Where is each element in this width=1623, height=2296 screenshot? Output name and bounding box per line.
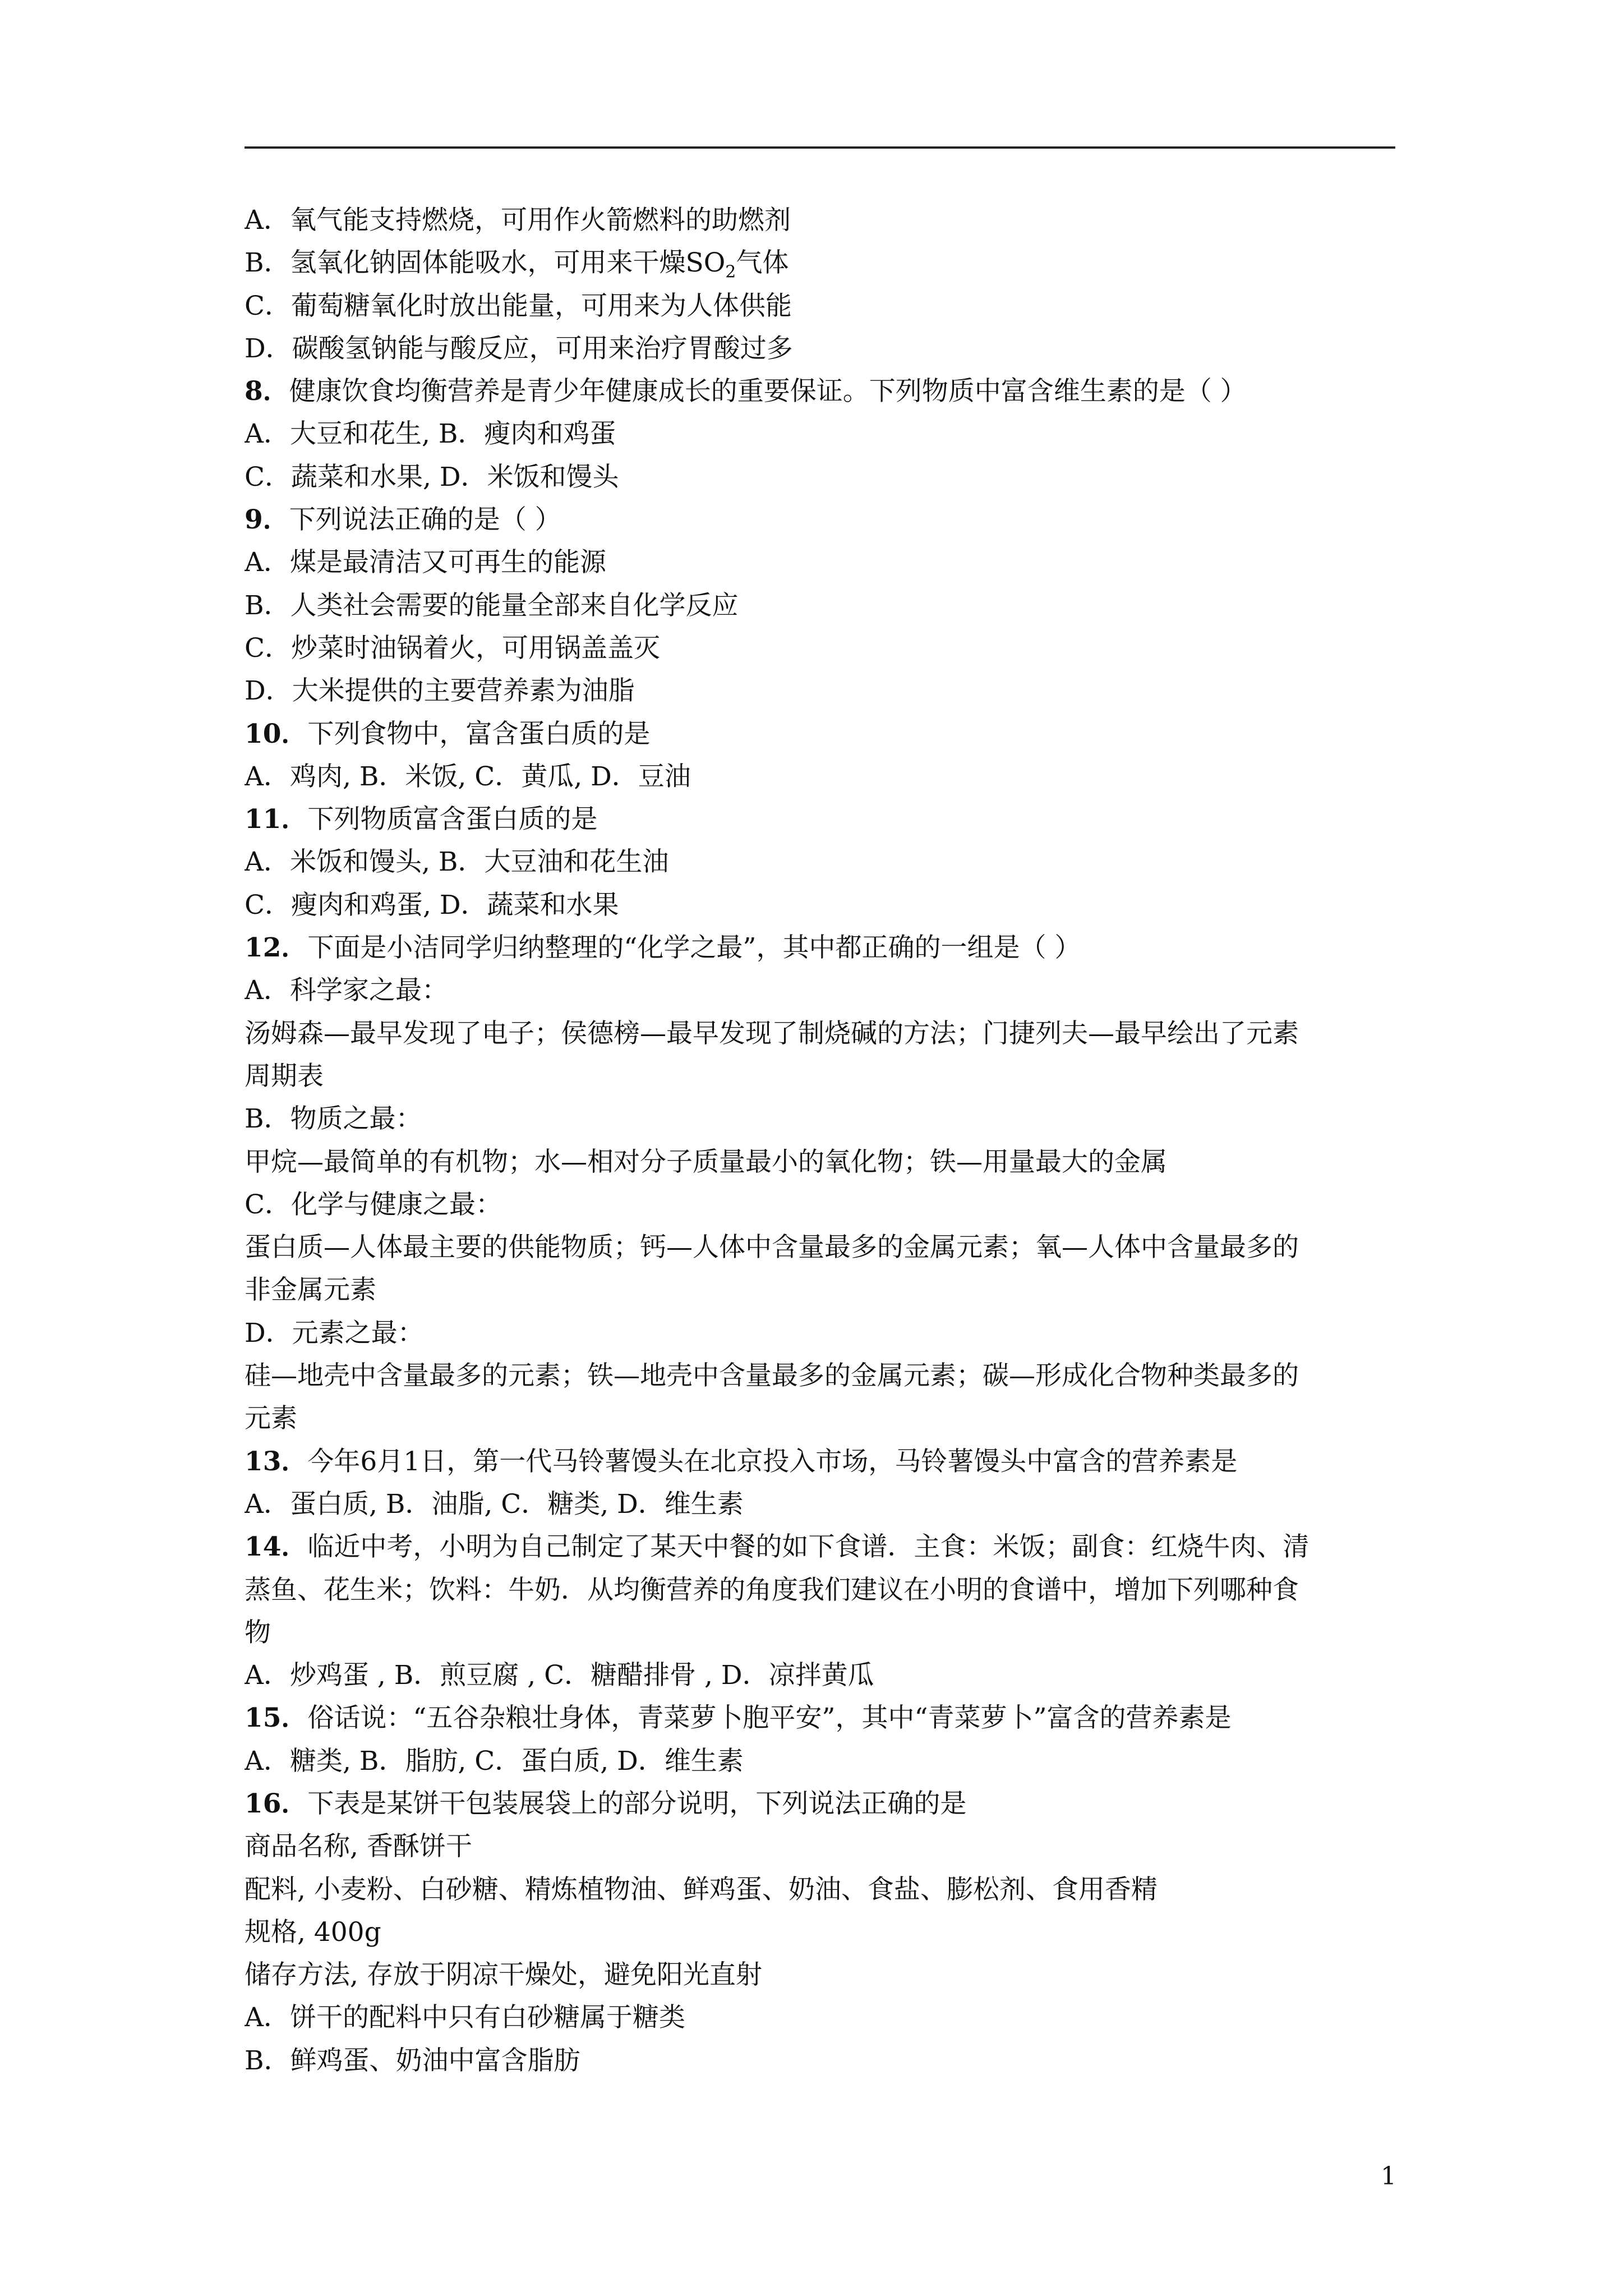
text-line (245, 756, 1395, 798)
line-text: D．碳酸氢钠能与酸反应，可用来治疗胃酸过多 (245, 333, 793, 364)
text-line (245, 1825, 1395, 1868)
text-line (245, 1911, 1395, 1954)
text-line (245, 1483, 1395, 1526)
text-line (245, 2040, 1395, 2082)
line-text: 元素 (245, 1403, 297, 1434)
line-text: 物 (245, 1617, 271, 1648)
document-body (245, 199, 1395, 2082)
text-line (245, 242, 1395, 284)
text-line (245, 884, 1395, 927)
question-number: 15． (245, 1703, 308, 1734)
line-text: A．米饭和馒头, B．大豆油和花生油 (245, 846, 669, 878)
text-line (245, 456, 1395, 499)
question-line (245, 713, 1395, 756)
question-number: 12． (245, 932, 308, 964)
line-text: C．化学与健康之最： (245, 1189, 502, 1220)
line-text: C．蔬菜和水果, D．米饭和馒头 (245, 461, 619, 493)
line-text: 下列食物中，富含蛋白质的是 (307, 718, 651, 749)
line-text: 蛋白质—人体最主要的供能物质；钙—人体中含量最多的金属元素；氧—人体中含量最多的 (245, 1232, 1299, 1263)
line-text: A．煤是最清洁又可再生的能源 (245, 547, 606, 578)
text-line (245, 1055, 1395, 1098)
text-line (245, 670, 1395, 712)
line-text: C．葡萄糖氧化时放出能量，可用来为人体供能 (245, 290, 792, 321)
text-line (245, 585, 1395, 627)
line-text: B．氢氧化钠固体能吸水，可用来干燥SO (245, 247, 726, 279)
text-line (245, 285, 1395, 328)
line-text: A．大豆和花生, B．瘦肉和鸡蛋 (245, 418, 616, 450)
line-text: A．炒鸡蛋 , B．煎豆腐 , C．糖醋排骨 , D．凉拌黄瓜 (245, 1660, 874, 1691)
text-line (245, 1098, 1395, 1140)
text-line (245, 1996, 1395, 2039)
line-text: C．炒菜时油锅着火，可用锅盖盖灭 (245, 632, 660, 664)
text-line (245, 841, 1395, 884)
question-number: 10． (245, 718, 308, 749)
line-text: 健康饮食均衡营养是青少年健康成长的重要保证。下列物质中富含维生素的是（ ） (289, 376, 1247, 407)
text-line (245, 1954, 1395, 1996)
question-number: 13． (245, 1446, 308, 1477)
text-line (245, 969, 1395, 1012)
line-text: A．饼干的配料中只有白砂糖属于糖类 (245, 2002, 685, 2033)
line-text: 甲烷—最简单的有机物；水—相对分子质量最小的氧化物；铁—用量最大的金属 (245, 1146, 1167, 1177)
text-line (245, 1569, 1395, 1612)
page-number: 1 (1381, 2162, 1396, 2191)
line-text: 今年6月1日，第一代马铃薯馒头在北京投入市场，马铃薯馒头中富含的营养素是 (307, 1446, 1238, 1477)
question-line (245, 370, 1395, 413)
line-text: 下列物质富含蛋白质的是 (307, 804, 598, 835)
line-text: D．元素之最： (245, 1317, 424, 1349)
line-text: A．糖类, B．脂肪, C．蛋白质, D．维生素 (245, 1745, 744, 1777)
question-line (245, 1783, 1395, 1825)
text-line (245, 328, 1395, 370)
line-text: A．蛋白质, B．油脂, C．糖类, D．维生素 (245, 1488, 744, 1520)
line-text: 周期表 (245, 1060, 324, 1092)
line-text: 规格, 400g (245, 1916, 381, 1948)
text-line (245, 1397, 1395, 1440)
line-text: A．科学家之最： (245, 975, 448, 1006)
text-line (245, 1612, 1395, 1654)
text-line (245, 1141, 1395, 1184)
line-text: 下列说法正确的是（ ） (289, 504, 561, 536)
text-line (245, 627, 1395, 670)
question-line (245, 927, 1395, 969)
question-number: 8． (245, 376, 289, 407)
line-text: A．氧气能支持燃烧，可用作火箭燃料的助燃剂 (245, 205, 791, 236)
text-line (245, 541, 1395, 584)
question-line (245, 499, 1395, 541)
question-number: 9． (245, 504, 289, 536)
line-text: 储存方法, 存放于阴凉干燥处，避免阳光直射 (245, 1959, 762, 1991)
line-text: D．大米提供的主要营养素为油脂 (245, 675, 635, 707)
line-text: 下面是小洁同学归纳整理的“化学之最”，其中都正确的一组是（ ） (307, 932, 1081, 964)
text-line (245, 1869, 1395, 1911)
question-line (245, 798, 1395, 841)
line-text: 非金属元素 (245, 1274, 376, 1306)
line-text: 配料, 小麦粉、白砂糖、精炼植物油、鲜鸡蛋、奶油、食盐、膨松剂、食用香精 (245, 1874, 1158, 1905)
question-number: 14． (245, 1531, 308, 1563)
line-text: 商品名称, 香酥饼干 (245, 1831, 472, 1862)
question-line (245, 1526, 1395, 1568)
subscript: 2 (725, 262, 736, 282)
text-line (245, 1013, 1395, 1055)
line-text: C．瘦肉和鸡蛋, D．蔬菜和水果 (245, 889, 619, 921)
line-text-after: 气体 (736, 247, 789, 279)
question-line (245, 1441, 1395, 1483)
text-line (245, 1355, 1395, 1397)
line-text: 下表是某饼干包装展袋上的部分说明，下列说法正确的是 (307, 1788, 967, 1819)
line-text: B．物质之最： (245, 1103, 422, 1135)
text-line (245, 1654, 1395, 1697)
text-line (245, 1740, 1395, 1783)
line-text: 汤姆森—最早发现了电子；侯德榜—最早发现了制烧碱的方法；门捷列夫—最早绘出了元素 (245, 1018, 1299, 1049)
line-text: A．鸡肉, B．米饭, C．黄瓜, D．豆油 (245, 761, 691, 792)
text-line (245, 199, 1395, 242)
text-line (245, 1184, 1395, 1226)
line-text: 俗话说：“五谷杂粮壮身体，青菜萝卜胞平安”，其中“青菜萝卜”富含的营养素是 (307, 1703, 1232, 1734)
text-line (245, 1269, 1395, 1312)
question-number: 11． (245, 804, 308, 835)
header-rule (245, 146, 1395, 149)
line-text: B．鲜鸡蛋、奶油中富含脂肪 (245, 2045, 580, 2076)
line-text: B．人类社会需要的能量全部来自化学反应 (245, 590, 739, 621)
line-text: 蒸鱼、花生米；饮料：牛奶．从均衡营养的角度我们建议在小明的食谱中，增加下列哪种食 (245, 1574, 1299, 1605)
text-line (245, 1226, 1395, 1269)
line-text: 临近中考，小明为自己制定了某天中餐的如下食谱．主食：米饭；副食：红烧牛肉、清 (307, 1531, 1310, 1563)
line-text: 硅—地壳中含量最多的元素；铁—地壳中含量最多的金属元素；碳—形成化合物种类最多的 (245, 1360, 1299, 1392)
text-line (245, 413, 1395, 455)
question-number: 16． (245, 1788, 308, 1819)
question-line (245, 1697, 1395, 1740)
text-line (245, 1312, 1395, 1355)
